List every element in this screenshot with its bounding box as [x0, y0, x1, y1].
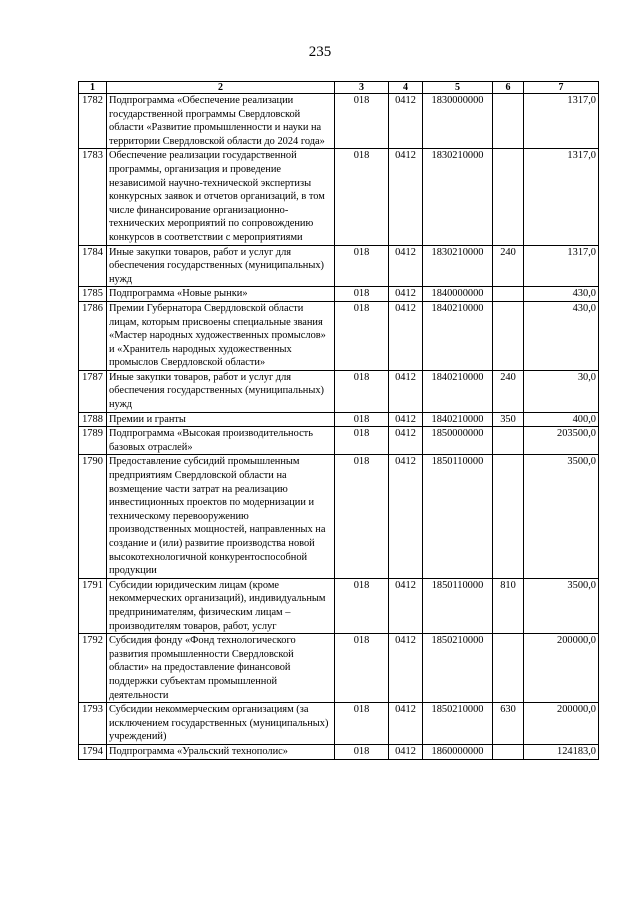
target-code: 1850000000	[423, 427, 493, 455]
column-header-3: 3	[335, 82, 389, 94]
table-body	[79, 94, 599, 760]
amount: 200000,0	[524, 634, 599, 703]
expense-type-code: 240	[493, 370, 524, 412]
row-number: 1791	[79, 578, 107, 633]
section-code: 0412	[389, 301, 423, 370]
row-description: Обеспечение реализации государственной программы, организация и проведение независимой научно-технической экспертизы конкурсных заявок и отчетов организаций, в том числе финансирование организационно-технических мероприятий по сопровождению конкурсов в соответствии с мероприятиями	[107, 149, 335, 245]
row-number: 1783	[79, 149, 107, 245]
row-number: 1789	[79, 427, 107, 455]
table-row	[79, 301, 599, 370]
target-code: 1850210000	[423, 634, 493, 703]
row-description: Субсидии юридическим лицам (кроме некоммерческих организаций), индивидуальным предпринимателям, физическим лицам – производителям товаров, работ, услуг	[107, 578, 335, 633]
expense-type-code	[493, 427, 524, 455]
expense-type-code	[493, 287, 524, 302]
expense-type-code	[493, 634, 524, 703]
column-header-2: 2	[107, 82, 335, 94]
row-number: 1782	[79, 94, 107, 149]
ministry-code: 018	[335, 455, 389, 578]
amount: 430,0	[524, 301, 599, 370]
row-description: Подпрограмма «Уральский технополис»	[107, 744, 335, 759]
target-code: 1840000000	[423, 287, 493, 302]
column-header-1: 1	[79, 82, 107, 94]
expense-type-code: 630	[493, 703, 524, 745]
ministry-code: 018	[335, 94, 389, 149]
section-code: 0412	[389, 703, 423, 745]
row-number: 1788	[79, 412, 107, 427]
amount: 124183,0	[524, 744, 599, 759]
target-code: 1830210000	[423, 149, 493, 245]
ministry-code: 018	[335, 578, 389, 633]
amount: 3500,0	[524, 455, 599, 578]
target-code: 1850110000	[423, 578, 493, 633]
section-code: 0412	[389, 149, 423, 245]
target-code: 1840210000	[423, 301, 493, 370]
table-row	[79, 149, 599, 245]
table-row	[79, 245, 599, 287]
table-row	[79, 455, 599, 578]
section-code: 0412	[389, 94, 423, 149]
expense-type-code	[493, 301, 524, 370]
amount: 30,0	[524, 370, 599, 412]
expense-type-code: 810	[493, 578, 524, 633]
target-code: 1840210000	[423, 412, 493, 427]
amount: 430,0	[524, 287, 599, 302]
table-row	[79, 94, 599, 149]
row-description: Подпрограмма «Высокая производительность базовых отраслей»	[107, 427, 335, 455]
amount: 1317,0	[524, 149, 599, 245]
amount: 1317,0	[524, 245, 599, 287]
row-number: 1792	[79, 634, 107, 703]
table-row	[79, 412, 599, 427]
row-description: Премии и гранты	[107, 412, 335, 427]
amount: 200000,0	[524, 703, 599, 745]
ministry-code: 018	[335, 370, 389, 412]
expense-type-code	[493, 149, 524, 245]
section-code: 0412	[389, 634, 423, 703]
header-row	[79, 82, 599, 94]
row-number: 1787	[79, 370, 107, 412]
section-code: 0412	[389, 455, 423, 578]
table-row	[79, 427, 599, 455]
expense-type-code: 350	[493, 412, 524, 427]
section-code: 0412	[389, 744, 423, 759]
ministry-code: 018	[335, 287, 389, 302]
ministry-code: 018	[335, 301, 389, 370]
row-description: Субсидия фонду «Фонд технологического развития промышленности Свердловской области» на предоставление финансовой поддержки субъектам промышленной деятельности	[107, 634, 335, 703]
section-code: 0412	[389, 412, 423, 427]
amount: 1317,0	[524, 94, 599, 149]
expense-type-code: 240	[493, 245, 524, 287]
section-code: 0412	[389, 427, 423, 455]
amount: 3500,0	[524, 578, 599, 633]
target-code: 1830000000	[423, 94, 493, 149]
target-code: 1850110000	[423, 455, 493, 578]
row-number: 1784	[79, 245, 107, 287]
row-number: 1785	[79, 287, 107, 302]
row-description: Премии Губернатора Свердловской области лицам, которым присвоены специальные звания «Мастер народных художественных промыслов» и «Хранитель народных художественных промыслов Свердловской области»	[107, 301, 335, 370]
expense-type-code	[493, 455, 524, 578]
table-row	[79, 634, 599, 703]
row-description: Подпрограмма «Новые рынки»	[107, 287, 335, 302]
ministry-code: 018	[335, 412, 389, 427]
ministry-code: 018	[335, 744, 389, 759]
ministry-code: 018	[335, 245, 389, 287]
ministry-code: 018	[335, 634, 389, 703]
row-number: 1793	[79, 703, 107, 745]
page-number: 235	[308, 44, 332, 60]
section-code: 0412	[389, 578, 423, 633]
column-header-5: 5	[423, 82, 493, 94]
section-code: 0412	[389, 287, 423, 302]
table-row	[79, 703, 599, 745]
row-number: 1786	[79, 301, 107, 370]
row-description: Иные закупки товаров, работ и услуг для обеспечения государственных (муниципальных) нужд	[107, 370, 335, 412]
ministry-code: 018	[335, 703, 389, 745]
target-code: 1830210000	[423, 245, 493, 287]
table-row	[79, 287, 599, 302]
column-header-6: 6	[493, 82, 524, 94]
row-description: Субсидии некоммерческим организациям (за исключением государственных (муниципальных) учреждений)	[107, 703, 335, 745]
column-header-4: 4	[389, 82, 423, 94]
expense-type-code	[493, 94, 524, 149]
row-description: Иные закупки товаров, работ и услуг для обеспечения государственных (муниципальных) нужд	[107, 245, 335, 287]
table-row	[79, 370, 599, 412]
table-row	[79, 578, 599, 633]
budget-table	[78, 81, 599, 760]
ministry-code: 018	[335, 149, 389, 245]
amount: 203500,0	[524, 427, 599, 455]
column-header-7: 7	[524, 82, 599, 94]
target-code: 1840210000	[423, 370, 493, 412]
expense-type-code	[493, 744, 524, 759]
row-description: Подпрограмма «Обеспечение реализации государственной программы Свердловской области «Развитие промышленности и науки на территории Свердловской области до 2024 года»	[107, 94, 335, 149]
target-code: 1860000000	[423, 744, 493, 759]
section-code: 0412	[389, 370, 423, 412]
target-code: 1850210000	[423, 703, 493, 745]
ministry-code: 018	[335, 427, 389, 455]
row-description: Предоставление субсидий промышленным предприятиям Свердловской области на возмещение части затрат на реализацию инвестиционных проектов по модернизации и техническому перевооружению производственных мощностей, направленных на создание и (или) развитие производства новой высокотехнологичной конкурентоспособной продукции	[107, 455, 335, 578]
amount: 400,0	[524, 412, 599, 427]
section-code: 0412	[389, 245, 423, 287]
row-number: 1794	[79, 744, 107, 759]
table-row	[79, 744, 599, 759]
row-number: 1790	[79, 455, 107, 578]
